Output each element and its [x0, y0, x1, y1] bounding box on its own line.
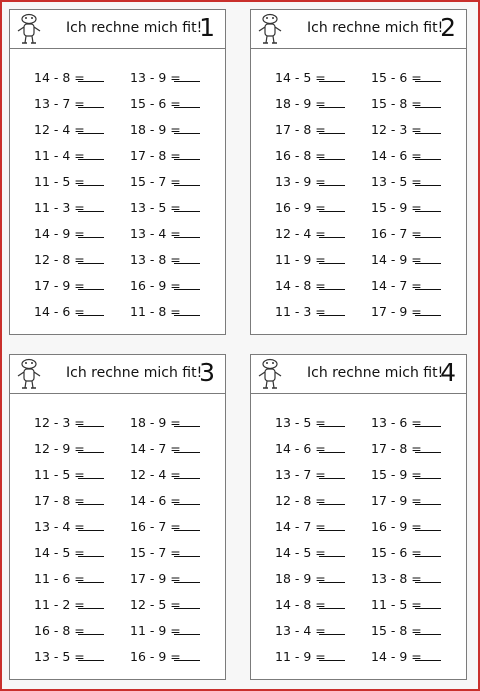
task-item: 14 - 6 =	[130, 491, 200, 517]
answer-line[interactable]	[174, 199, 200, 212]
answer-line[interactable]	[319, 121, 345, 134]
answer-line[interactable]	[174, 518, 200, 531]
answer-line[interactable]	[78, 414, 104, 427]
answer-line[interactable]	[319, 544, 345, 557]
task-item: 16 - 9 =	[130, 647, 200, 673]
task-item: 13 - 7 =	[275, 465, 345, 491]
answer-line[interactable]	[78, 173, 104, 186]
card-title: Ich rechne mich fit!	[66, 20, 203, 36]
task-column-left	[275, 413, 345, 673]
task-item: 15 - 9 =	[371, 198, 441, 224]
task-item: 13 - 6 =	[371, 413, 441, 439]
answer-line[interactable]	[415, 95, 441, 108]
task-item: 15 - 8 =	[371, 621, 441, 647]
answer-line[interactable]	[78, 596, 104, 609]
task-item: 18 - 9 =	[275, 569, 345, 595]
task-item: 12 - 3 =	[34, 413, 104, 439]
task-item: 14 - 6 =	[371, 146, 441, 172]
answer-line[interactable]	[174, 622, 200, 635]
task-item: 12 - 4 =	[34, 120, 104, 146]
task-column-right	[130, 68, 200, 328]
worksheet-card-3	[9, 354, 226, 680]
worksheet-card-4	[250, 354, 467, 680]
task-item: 11 - 5 =	[34, 465, 104, 491]
answer-line[interactable]	[319, 466, 345, 479]
answer-line[interactable]	[78, 570, 104, 583]
task-item: 13 - 9 =	[130, 68, 200, 94]
task-item: 17 - 9 =	[34, 276, 104, 302]
task-item: 14 - 6 =	[34, 302, 104, 328]
answer-line[interactable]	[415, 199, 441, 212]
mascot-icon	[257, 358, 283, 390]
task-item: 11 - 3 =	[275, 302, 345, 328]
task-item: 17 - 9 =	[130, 569, 200, 595]
answer-line[interactable]	[78, 277, 104, 290]
answer-line[interactable]	[415, 277, 441, 290]
task-item: 14 - 5 =	[275, 68, 345, 94]
answer-line[interactable]	[78, 440, 104, 453]
mascot-icon	[16, 13, 42, 45]
task-item: 11 - 9 =	[275, 647, 345, 673]
answer-line[interactable]	[415, 440, 441, 453]
mascot-icon	[257, 13, 283, 45]
answer-line[interactable]	[319, 95, 345, 108]
answer-line[interactable]	[415, 147, 441, 160]
task-item: 11 - 9 =	[130, 621, 200, 647]
answer-line[interactable]	[174, 277, 200, 290]
answer-line[interactable]	[174, 251, 200, 264]
task-item: 16 - 7 =	[130, 517, 200, 543]
answer-line[interactable]	[174, 570, 200, 583]
answer-line[interactable]	[78, 199, 104, 212]
answer-line[interactable]	[78, 121, 104, 134]
answer-line[interactable]	[319, 225, 345, 238]
answer-line[interactable]	[415, 173, 441, 186]
task-column-left	[34, 68, 104, 328]
task-item: 11 - 9 =	[275, 250, 345, 276]
task-item: 15 - 6 =	[371, 68, 441, 94]
answer-line[interactable]	[415, 466, 441, 479]
answer-line[interactable]	[174, 596, 200, 609]
card-number: 1	[199, 13, 215, 42]
answer-line[interactable]	[415, 414, 441, 427]
task-item: 18 - 9 =	[130, 413, 200, 439]
task-item: 15 - 7 =	[130, 543, 200, 569]
answer-line[interactable]	[78, 95, 104, 108]
task-item: 16 - 8 =	[34, 621, 104, 647]
card-header	[251, 355, 466, 394]
task-column-left	[34, 413, 104, 673]
task-item: 16 - 9 =	[371, 517, 441, 543]
answer-line[interactable]	[415, 622, 441, 635]
card-title: Ich rechne mich fit!	[307, 20, 444, 36]
card-number: 3	[199, 358, 215, 387]
worksheet-card-2	[250, 9, 467, 335]
answer-line[interactable]	[174, 225, 200, 238]
card-number: 2	[440, 13, 456, 42]
answer-line[interactable]	[319, 147, 345, 160]
task-column-left	[275, 68, 345, 328]
task-item: 13 - 4 =	[275, 621, 345, 647]
task-item: 12 - 4 =	[275, 224, 345, 250]
answer-line[interactable]	[78, 303, 104, 316]
task-item: 14 - 5 =	[34, 543, 104, 569]
task-item: 11 - 6 =	[34, 569, 104, 595]
answer-line[interactable]	[174, 440, 200, 453]
answer-line[interactable]	[78, 518, 104, 531]
answer-line[interactable]	[78, 251, 104, 264]
task-item: 12 - 5 =	[130, 595, 200, 621]
answer-line[interactable]	[319, 622, 345, 635]
task-item: 17 - 8 =	[371, 439, 441, 465]
task-item: 13 - 8 =	[130, 250, 200, 276]
task-item: 14 - 5 =	[275, 543, 345, 569]
task-item: 11 - 5 =	[34, 172, 104, 198]
answer-line[interactable]	[174, 95, 200, 108]
task-item: 14 - 7 =	[371, 276, 441, 302]
task-item: 11 - 2 =	[34, 595, 104, 621]
task-item: 14 - 7 =	[275, 517, 345, 543]
answer-line[interactable]	[415, 596, 441, 609]
card-title: Ich rechne mich fit!	[66, 365, 203, 381]
task-item: 14 - 8 =	[275, 276, 345, 302]
answer-line[interactable]	[174, 414, 200, 427]
answer-line[interactable]	[415, 303, 441, 316]
task-item: 11 - 5 =	[371, 595, 441, 621]
mascot-icon	[16, 358, 42, 390]
answer-line[interactable]	[78, 544, 104, 557]
answer-line[interactable]	[415, 121, 441, 134]
task-item: 16 - 7 =	[371, 224, 441, 250]
task-item: 13 - 5 =	[130, 198, 200, 224]
card-header	[10, 355, 225, 394]
card-title: Ich rechne mich fit!	[307, 365, 444, 381]
task-item: 15 - 6 =	[371, 543, 441, 569]
answer-line[interactable]	[174, 303, 200, 316]
task-item: 17 - 9 =	[371, 491, 441, 517]
answer-line[interactable]	[319, 596, 345, 609]
task-item: 14 - 9 =	[34, 224, 104, 250]
card-header	[10, 10, 225, 49]
task-item: 11 - 3 =	[34, 198, 104, 224]
task-column-right	[371, 413, 441, 673]
answer-line[interactable]	[319, 251, 345, 264]
task-item: 13 - 8 =	[371, 569, 441, 595]
answer-line[interactable]	[319, 199, 345, 212]
card-header	[251, 10, 466, 49]
task-item: 13 - 4 =	[34, 517, 104, 543]
task-item: 14 - 9 =	[371, 647, 441, 673]
answer-line[interactable]	[415, 544, 441, 557]
answer-line[interactable]	[78, 648, 104, 661]
task-item: 16 - 9 =	[275, 198, 345, 224]
answer-line[interactable]	[174, 173, 200, 186]
task-item: 13 - 9 =	[275, 172, 345, 198]
task-column-right	[371, 68, 441, 328]
answer-line[interactable]	[319, 277, 345, 290]
task-item: 13 - 5 =	[34, 647, 104, 673]
task-item: 18 - 9 =	[130, 120, 200, 146]
task-item: 17 - 9 =	[371, 302, 441, 328]
answer-line[interactable]	[319, 69, 345, 82]
card-number: 4	[440, 358, 456, 387]
answer-line[interactable]	[174, 147, 200, 160]
answer-line[interactable]	[78, 466, 104, 479]
answer-line[interactable]	[174, 648, 200, 661]
answer-line[interactable]	[319, 492, 345, 505]
answer-line[interactable]	[415, 518, 441, 531]
answer-line[interactable]	[319, 303, 345, 316]
answer-line[interactable]	[319, 173, 345, 186]
task-item: 15 - 7 =	[130, 172, 200, 198]
answer-line[interactable]	[78, 492, 104, 505]
task-item: 12 - 8 =	[34, 250, 104, 276]
task-item: 13 - 5 =	[275, 413, 345, 439]
answer-line[interactable]	[319, 518, 345, 531]
task-item: 15 - 9 =	[371, 465, 441, 491]
task-item: 15 - 6 =	[130, 94, 200, 120]
answer-line[interactable]	[78, 69, 104, 82]
task-item: 16 - 8 =	[275, 146, 345, 172]
answer-line[interactable]	[319, 440, 345, 453]
answer-line[interactable]	[174, 544, 200, 557]
task-item: 14 - 8 =	[34, 68, 104, 94]
answer-line[interactable]	[415, 69, 441, 82]
task-item: 12 - 8 =	[275, 491, 345, 517]
answer-line[interactable]	[174, 121, 200, 134]
task-item: 16 - 9 =	[130, 276, 200, 302]
task-item: 14 - 8 =	[275, 595, 345, 621]
answer-line[interactable]	[78, 622, 104, 635]
task-item: 18 - 9 =	[275, 94, 345, 120]
task-item: 17 - 8 =	[34, 491, 104, 517]
answer-line[interactable]	[174, 69, 200, 82]
task-item: 14 - 6 =	[275, 439, 345, 465]
task-item: 14 - 9 =	[371, 250, 441, 276]
answer-line[interactable]	[415, 492, 441, 505]
task-item: 12 - 3 =	[371, 120, 441, 146]
task-item: 11 - 8 =	[130, 302, 200, 328]
answer-line[interactable]	[415, 251, 441, 264]
task-item: 12 - 9 =	[34, 439, 104, 465]
answer-line[interactable]	[174, 492, 200, 505]
worksheet-card-1	[9, 9, 226, 335]
task-item: 13 - 4 =	[130, 224, 200, 250]
task-column-right	[130, 413, 200, 673]
task-item: 13 - 5 =	[371, 172, 441, 198]
answer-line[interactable]	[415, 570, 441, 583]
task-item: 12 - 4 =	[130, 465, 200, 491]
answer-line[interactable]	[319, 648, 345, 661]
task-item: 17 - 8 =	[130, 146, 200, 172]
task-item: 17 - 8 =	[275, 120, 345, 146]
answer-line[interactable]	[78, 225, 104, 238]
answer-line[interactable]	[319, 414, 345, 427]
task-item: 15 - 8 =	[371, 94, 441, 120]
answer-line[interactable]	[415, 648, 441, 661]
task-item: 13 - 7 =	[34, 94, 104, 120]
answer-line[interactable]	[78, 147, 104, 160]
task-item: 11 - 4 =	[34, 146, 104, 172]
answer-line[interactable]	[319, 570, 345, 583]
answer-line[interactable]	[415, 225, 441, 238]
task-item: 14 - 7 =	[130, 439, 200, 465]
answer-line[interactable]	[174, 466, 200, 479]
